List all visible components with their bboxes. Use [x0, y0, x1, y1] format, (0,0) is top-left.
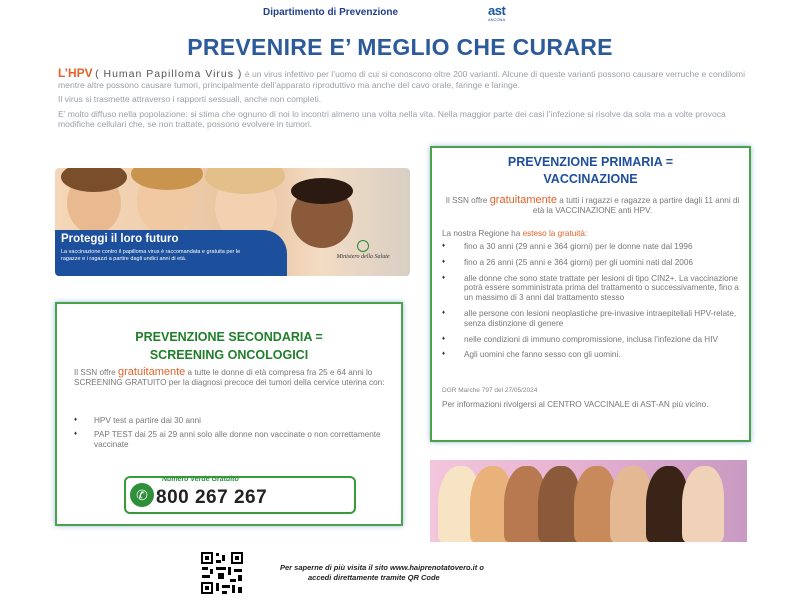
secondary-intro-a: Il SSN offre — [74, 368, 116, 377]
ast-logo — [488, 4, 528, 26]
primary-region-link: esteso la gratuità — [522, 229, 585, 238]
page-title: PREVENIRE E’ MEGLIO CHE CURARE — [187, 34, 613, 60]
qr-code-graphic — [200, 551, 244, 595]
ministry-label: Ministero della Salute — [336, 254, 390, 260]
banner-subtitle: La vaccinazione contro il papilloma virus è raccomandata e gratuita per le ragazze e i ragazzi a partire dagli undici anni di età. — [61, 249, 241, 262]
list-item: ♦ Agli uomini che fanno sesso con gli uomini. — [442, 350, 742, 360]
primary-intro-a: Il SSN offre — [445, 196, 488, 205]
ministry-logo — [323, 240, 403, 270]
footer-line-2: accedi direttamente tramite QR Code — [308, 573, 440, 582]
intro-paragraph-1-text: è un virus infettivo per l’uomo di cui si conoscono oltre 200 varianti. Alcune di queste varianti possono causare verruche e condilomi mentre altre possono causare tumori, principalmente dell’apparato riproduttivo ma anche del cavo orale, faringe e laringe. — [58, 69, 745, 90]
secondary-free-label: gratuitamente — [118, 366, 186, 378]
intro-paragraph-3: E’ molto diffuso nella popolazione: si stima che ognuno di noi lo incontri almeno una volta nella vita. Nella maggior parte dei casi l’infezione si risolve da sola ma a volte provoca modifiche cellulari che, se non trattate, possono evolvere in tumori. — [58, 108, 726, 129]
photo-banner — [55, 230, 287, 276]
list-item: ♦ fino a 30 anni (29 anni e 364 giorni) per le donne nate dal 1996 — [442, 242, 742, 252]
intro-paragraph-1 — [58, 68, 748, 90]
list-item: ♦ alle persone con lesioni neoplastiche pre-invasive intraepiteliali HPV-relate, senza distinzione di genere — [442, 309, 742, 329]
qr-code[interactable] — [200, 551, 244, 595]
list-item: ♦ PAP TEST dai 25 ai 29 anni solo alle donne non vaccinate o non correttamente vaccinate — [74, 430, 394, 450]
secondary-title-line1: PREVENZIONE SECONDARIA = — [135, 330, 323, 344]
department-label: Dipartimento di Prevenzione — [263, 7, 399, 18]
toll-free-number[interactable]: 800 267 267 — [156, 487, 268, 508]
secondary-title-line2: SCREENING ONCOLOGICI — [149, 348, 309, 362]
secondary-intro — [74, 368, 394, 388]
footer-text — [280, 563, 680, 583]
primary-free-label: gratuitamente — [489, 194, 557, 206]
list-item: ♦ fino a 26 anni (25 anni e 364 giorni) per gli uomini nati dal 2006 — [442, 258, 742, 268]
primary-region — [442, 229, 742, 239]
women-profiles-illustration — [430, 460, 747, 542]
primary-prevention-panel — [430, 146, 751, 442]
primary-region-b: : — [584, 229, 588, 238]
primary-intro — [440, 196, 745, 216]
secondary-list — [74, 416, 394, 453]
primary-region-a: La nostra Regione ha — [442, 229, 521, 238]
intro-paragraph-2: Il virus si trasmette attraverso i rapporti sessuali, anche non completi. — [58, 94, 322, 104]
footer-line-1: Per saperne di più visita il sito www.haiprenotatovero.it o — [280, 563, 484, 572]
secondary-prevention-panel — [55, 302, 403, 526]
phone-icon: ✆ — [130, 483, 154, 507]
primary-list — [442, 242, 742, 366]
list-item: ♦ alle donne che sono state trattate per lesioni di tipo CIN2+. La vaccinazione potrà essere somministrata prima del trattamento o successivamente, fino a un massimo di 3 anni dal trattamento stesso — [442, 274, 742, 303]
primary-title — [432, 154, 749, 188]
primary-info: Per informazioni rivolgersi al CENTRO VACCINALE di AST-AN più vicino. — [442, 400, 709, 409]
primary-title-line1: PREVENZIONE PRIMARIA = — [507, 155, 674, 169]
list-item: ♦ nelle condizioni di immuno compromissione, inclusa l’infezione da HIV — [442, 335, 742, 345]
profile-8 — [682, 466, 724, 542]
teens-photo — [55, 168, 410, 276]
hair-4 — [291, 178, 353, 204]
toll-free-box[interactable] — [124, 476, 356, 514]
emblem-icon — [357, 240, 369, 252]
intro-text — [58, 68, 748, 134]
toll-free-label: Numero Verde Gratuito — [162, 476, 239, 483]
logo-subtext: ANCONA — [488, 17, 506, 22]
secondary-title — [57, 328, 401, 364]
primary-intro-b: a tutti i ragazzi e ragazze a partire dagli 11 anni di età la VACCINAZIONE anti HPV. — [532, 196, 740, 215]
dgr-reference: DGR Marche 797 del 27/05/2024 — [442, 387, 538, 394]
banner-title: Proteggi il loro futuro — [61, 233, 179, 245]
logo-text: ast — [488, 3, 506, 18]
hpv-full-name: ( Human Papilloma Virus ) — [95, 68, 243, 80]
secondary-intro-b: a tutte le donne di età compresa fra 25 e 64 anni lo SCREENING GRATUITO per la diagnosi precoce dei tumori della cervice uterina con: — [74, 368, 385, 387]
primary-title-line2: VACCINAZIONE — [543, 172, 638, 186]
hpv-label: L’HPV — [58, 66, 93, 80]
list-item: ♦ HPV test a partire dai 30 anni — [74, 416, 394, 426]
